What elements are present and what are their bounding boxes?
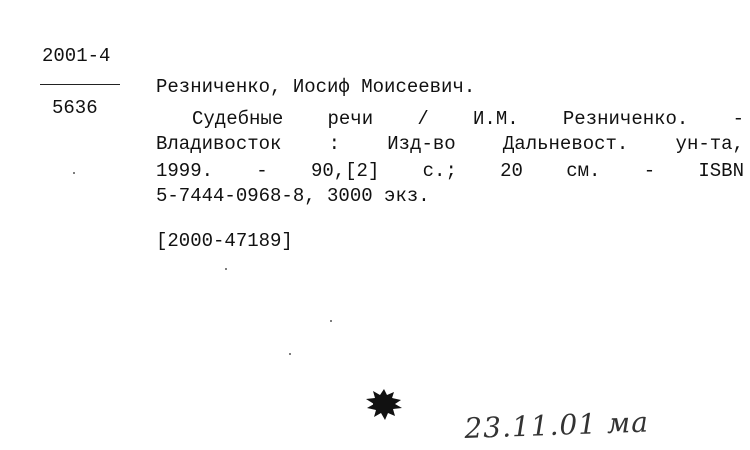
isbn-line: 5-7444-0968-8, 3000 экз. <box>156 185 430 207</box>
place-word: Владивосток <box>156 133 282 155</box>
title-statement <box>156 108 744 130</box>
year-word: с.; <box>422 160 457 182</box>
title-word: Судебные <box>192 108 284 130</box>
year-word: см. <box>566 160 601 182</box>
publication-place <box>156 133 744 155</box>
speck <box>330 320 332 322</box>
title-word: речи <box>327 108 374 130</box>
year-word: - <box>643 160 656 182</box>
place-word: ун-та, <box>675 133 744 155</box>
year-word: 1999. <box>156 160 214 182</box>
place-word: : <box>328 133 341 155</box>
year-word: 90,[2] <box>310 160 380 182</box>
publication-year-extent <box>156 160 744 182</box>
year-word: ISBN <box>698 160 744 182</box>
accession-number: 5636 <box>52 97 98 119</box>
speck <box>73 172 75 174</box>
year-word: - <box>256 160 268 182</box>
year-word: 20 <box>500 160 523 182</box>
shelfmark: 2001-4 <box>42 45 111 67</box>
place-word: Дальневост. <box>502 133 629 155</box>
title-word: И.М. <box>473 108 519 130</box>
place-word: Изд-во <box>387 133 456 155</box>
control-number: [2000-47189] <box>156 230 293 252</box>
shelfmark-divider <box>40 84 120 85</box>
title-word: - <box>732 108 744 130</box>
title-word: / <box>417 108 429 130</box>
speck <box>225 268 227 270</box>
title-word: Резниченко. <box>562 108 689 130</box>
handwritten-date-note: 23.11.01 ма <box>463 405 650 445</box>
author-heading: Резниченко, Иосиф Моисеевич. <box>156 76 476 98</box>
ink-blot-icon <box>364 386 404 422</box>
speck <box>289 353 291 355</box>
